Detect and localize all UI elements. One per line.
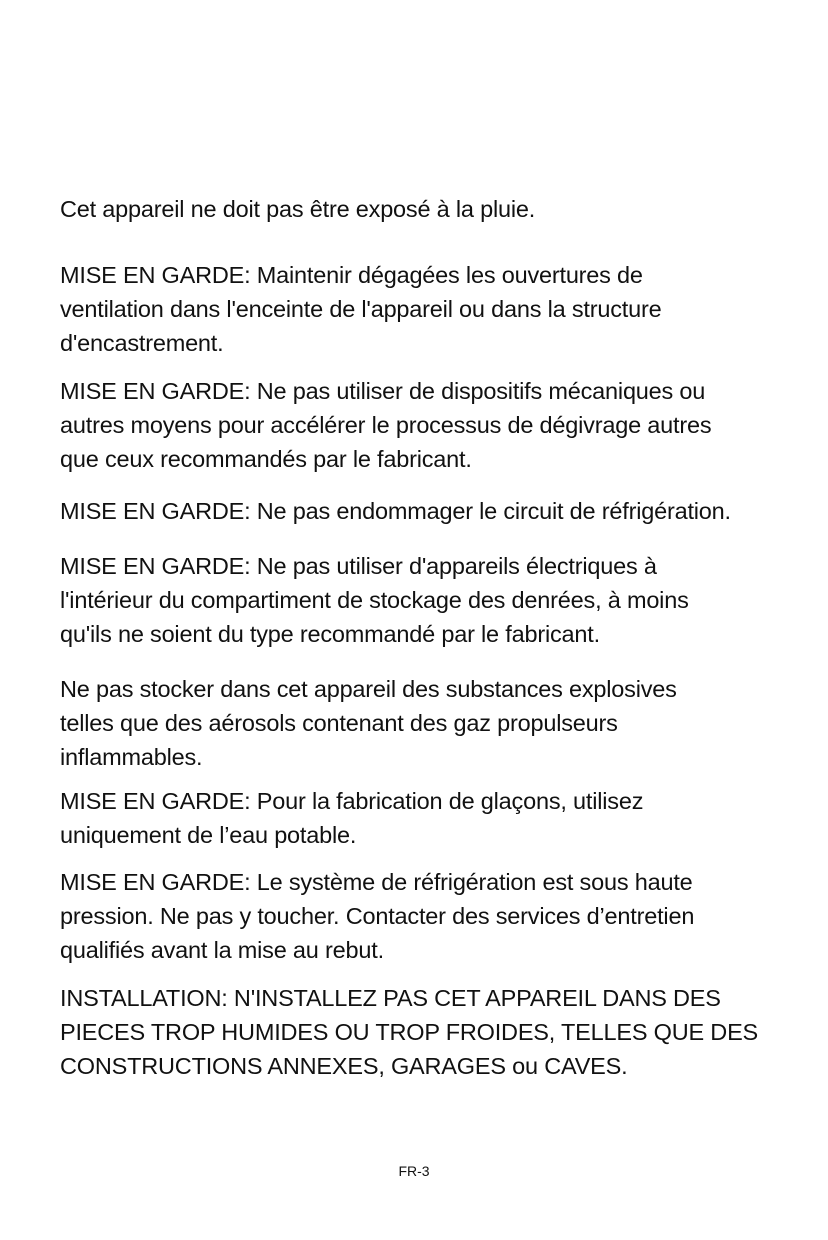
ice-making-warning: MISE EN GARDE: Pour la fabrication de glaçons, utilisez uniquement de l’eau potable.: [60, 788, 644, 848]
installation-warning: INSTALLATION: N'INSTALLEZ PAS CET APPAREIL DANS DES PIECES TROP HUMIDES OU TROP FROIDES, TELLES QUE DES CONSTRUCTIONS ANNEXES, GARAGES ou CAVES.: [60, 985, 759, 1079]
refrigeration-circuit-warning: MISE EN GARDE: Ne pas endommager le circuit de réfrigération.: [60, 498, 731, 524]
electrical-appliances-warning: MISE EN GARDE: Ne pas utiliser d'appareils électriques à l'intérieur du compartiment de stockage des denrées, à moins qu'ils ne soient du type recommandé par le fabricant.: [60, 553, 689, 647]
rain-exposure-warning: Cet appareil ne doit pas être exposé à la pluie.: [60, 196, 536, 222]
ventilation-warning: MISE EN GARDE: Maintenir dégagées les ouvertures de ventilation dans l'enceinte de l'appareil ou dans la structure d'encastrement.: [60, 262, 662, 356]
high-pressure-warning: MISE EN GARDE: Le système de réfrigération est sous haute pression. Ne pas y toucher. Contacter des services d’entretien qualifiés avant la mise au rebut.: [60, 869, 695, 963]
explosive-substances-warning: Ne pas stocker dans cet appareil des substances explosives telles que des aérosols contenant des gaz propulseurs inflammables.: [60, 676, 677, 770]
page-number: FR-3: [398, 1163, 430, 1179]
defrost-warning: MISE EN GARDE: Ne pas utiliser de dispositifs mécaniques ou autres moyens pour accélérer le processus de dégivrage autres que ceux recommandés par le fabricant.: [60, 378, 712, 472]
